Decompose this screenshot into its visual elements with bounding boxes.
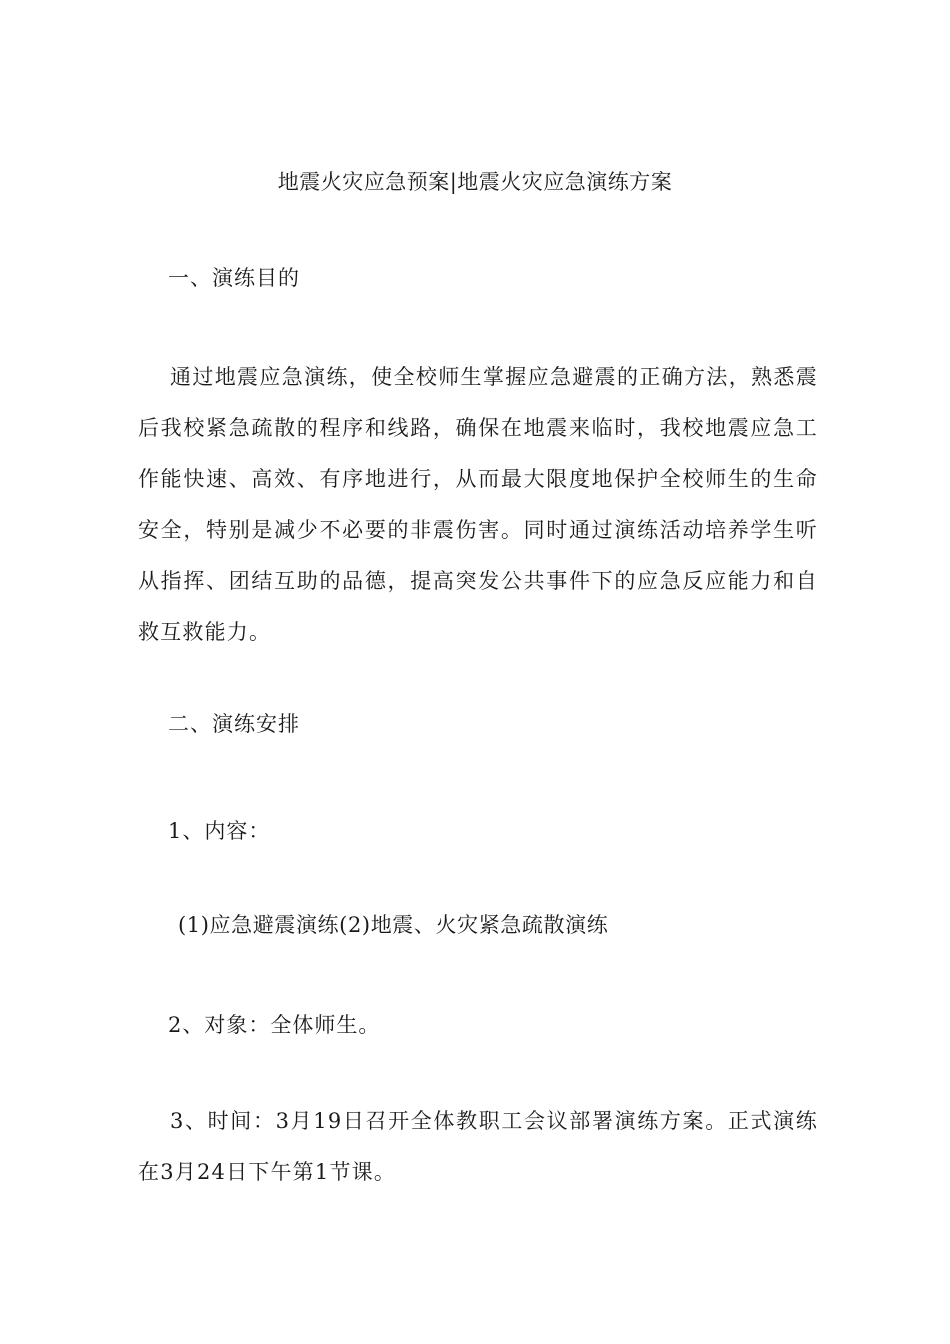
arrangement-item-content: 1、内容： bbox=[168, 819, 271, 843]
arrangement-item-audience: 2、对象：全体师生。 bbox=[168, 1013, 381, 1037]
arrangement-item-time: 3、时间：3月19日召开全体教职工会议部署演练方案。正式演练在3月24日下午第1节课。 bbox=[138, 1109, 818, 1184]
arrangement-item-content-detail: (1)应急避震演练(2)地震、火灾紧急疏散演练 bbox=[178, 913, 609, 937]
document-title: 地震火灾应急预案|地震火灾应急演练方案 bbox=[277, 170, 673, 194]
purpose-paragraph: 通过地震应急演练，使全校师生掌握应急避震的正确方法，熟悉震后我校紧急疏散的程序和线路，确保在地震来临时，我校地震应急工作能快速、高效、有序地进行，从而最大限度地保护全校师生的生命安全，特别是减少不必要的非震伤害。同时通过演练活动培养学生听从指挥、团结互助的品德，提高突发公共事件下的应急反应能力和自救互救能力。 bbox=[138, 365, 818, 644]
section-heading-purpose: 一、演练目的 bbox=[168, 266, 300, 290]
section-heading-arrangement: 二、演练安排 bbox=[168, 712, 300, 736]
